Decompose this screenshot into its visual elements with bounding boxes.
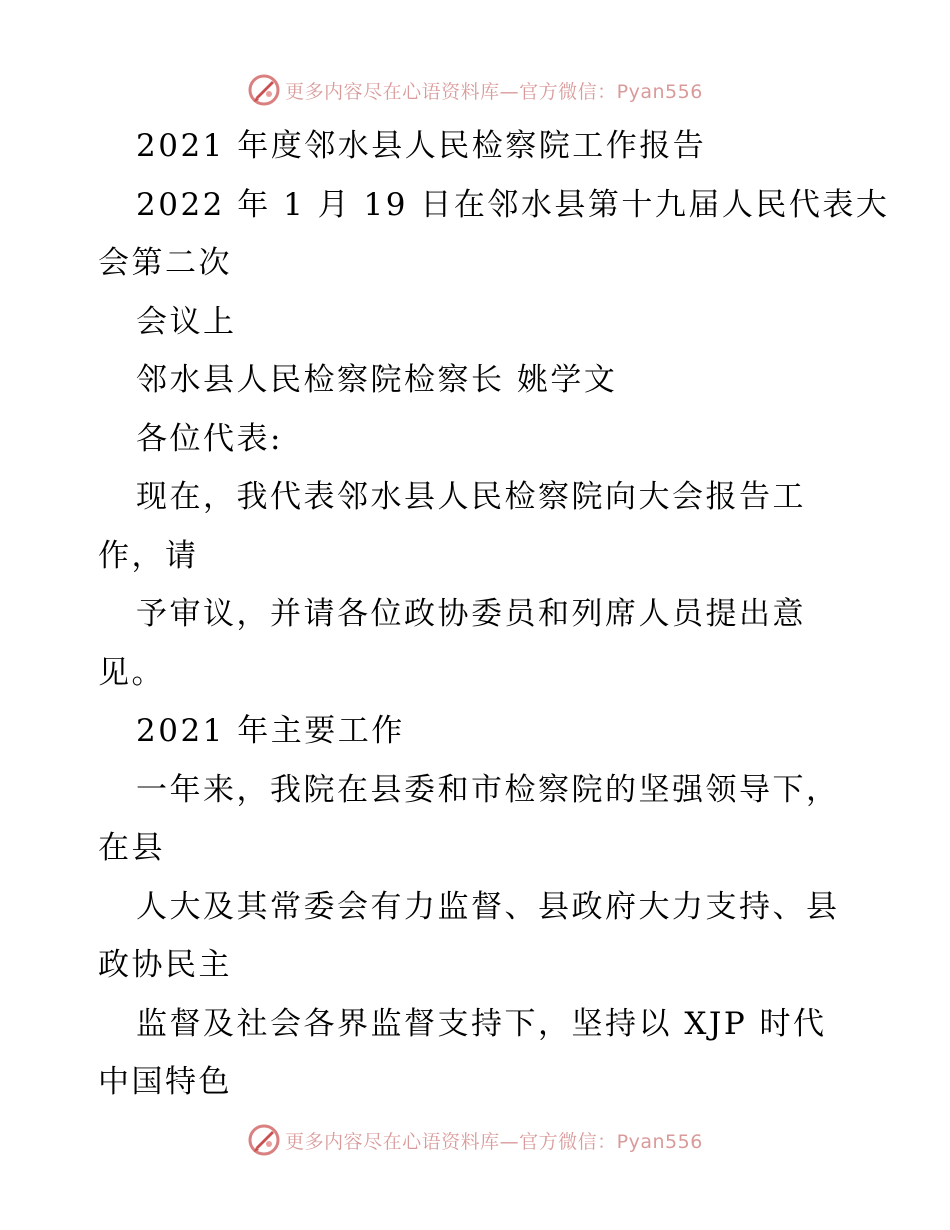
- watermark-text: 更多内容尽在心语资料库—官方微信：Pyan556: [285, 80, 703, 103]
- text-line: 予审议，并请各位政协委员和列席人员提出意: [136, 596, 806, 632]
- text-line: 政协民主: [98, 947, 232, 983]
- text-line: 中国特色: [98, 1064, 232, 1100]
- text-line: 会议上: [136, 303, 237, 340]
- text-line: 2021 年度邻水县人民检察院工作报告: [136, 128, 707, 164]
- header-watermark: [0, 70, 950, 110]
- document-body: [98, 117, 890, 1112]
- text-line: 邻水县人民检察院检察长 姚学文: [136, 362, 618, 398]
- logo-icon: [247, 1123, 281, 1157]
- text-line: 会第二次: [98, 245, 232, 281]
- text-line: 2022 年 1 月 19 日在邻水县第十九届人民代表大: [136, 186, 890, 223]
- text-line: 人大及其常委会有力监督、县政府大力支持、县: [136, 888, 840, 925]
- text-line: 见。: [98, 654, 165, 691]
- text-line: 各位代表:: [136, 420, 283, 457]
- text-line: 监督及社会各界监督支持下，坚持以 XJP 时代: [136, 1005, 827, 1042]
- footer-watermark: [0, 1120, 950, 1160]
- logo-icon: [247, 73, 281, 107]
- text-line: 作，请: [98, 537, 199, 574]
- watermark-text: 更多内容尽在心语资料库—官方微信：Pyan556: [285, 1130, 703, 1153]
- text-line: 现在，我代表邻水县人民检察院向大会报告工: [136, 479, 806, 515]
- text-line: 2021 年主要工作: [136, 713, 405, 749]
- text-line: 在县: [98, 830, 165, 866]
- text-line: 一年来，我院在县委和市检察院的坚强领导下，: [136, 771, 840, 808]
